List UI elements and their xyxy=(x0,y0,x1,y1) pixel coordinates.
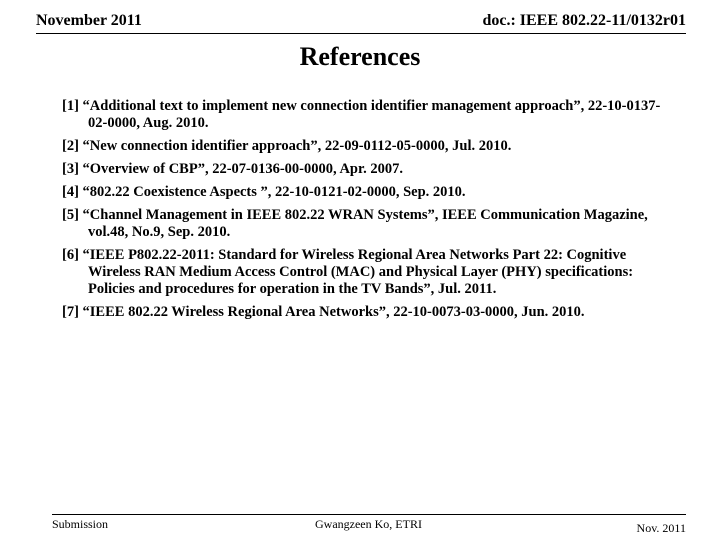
reference-item: [7] “IEEE 802.22 Wireless Regional Area Networks”, 22-10-0073-03-0000, Jun. 2010. xyxy=(62,304,585,320)
reference-item: [4] “802.22 Coexistence Aspects ”, 22-10-0121-02-0000, Sep. 2010. xyxy=(62,184,466,200)
slide-title: References xyxy=(299,42,421,71)
reference-item: [5] “Channel Management in IEEE 802.22 WRAN Systems”, IEEE Communication Magazine, vol.48, No.9, Sep. 2010. xyxy=(62,207,648,240)
reference-item: [3] “Overview of CBP”, 22-07-0136-00-0000, Apr. 2007. xyxy=(62,161,403,177)
footer-divider xyxy=(52,514,686,515)
reference-list xyxy=(62,98,662,327)
footer-submission: Submission xyxy=(52,517,109,531)
footer-author: Gwangzeen Ko, ETRI xyxy=(315,517,422,531)
reference-item: [1] “Additional text to implement new connection identifier management approach”, 22-10-0137-02-0000, Aug. 2010. xyxy=(62,98,661,131)
reference-item: [2] “New connection identifier approach”, 22-09-0112-05-0000, Jul. 2010. xyxy=(62,138,512,154)
header-doc-id: doc.: IEEE 802.22-11/0132r01 xyxy=(482,12,686,29)
header-date: November 2011 xyxy=(36,12,142,29)
footer-date: Nov. 2011 xyxy=(636,521,686,535)
header-divider xyxy=(36,33,686,34)
reference-item: [6] “IEEE P802.22-2011: Standard for Wireless Regional Area Networks Part 22: Cognitive Wireless RAN Medium Access Control (MAC) and Physical Layer (PHY) specifications: Policies and procedures for operation in the TV Bands”, Jul. 2011. xyxy=(62,247,634,297)
